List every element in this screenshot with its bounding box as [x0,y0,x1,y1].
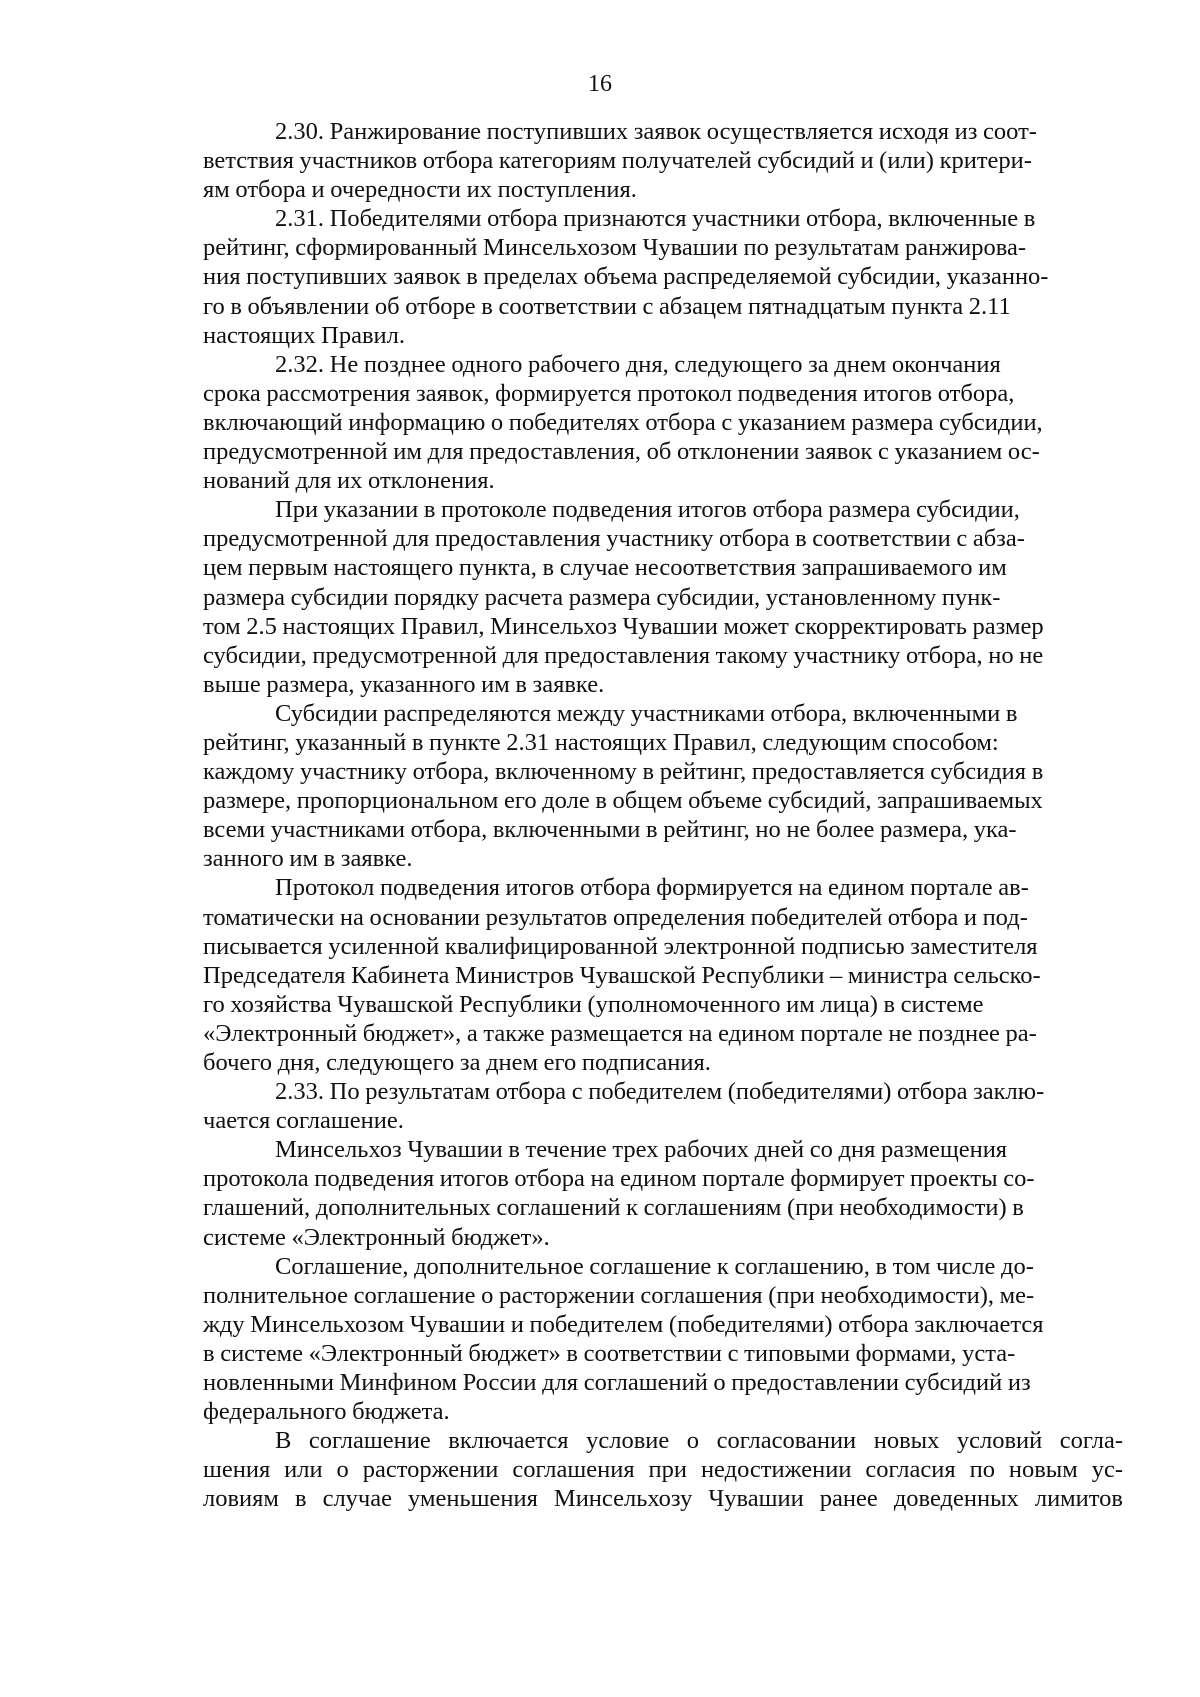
paragraph-agreement-conclusion: Соглашение, дополнительное соглашение к соглашению, в том числе до- полнительное соглашение о расторжении соглашения (при необходимости), ме- жду Минсельхозом Чувашии и победителем (победителями) отбора заключается в системе «Электронный бюджет» в соответствии с типовыми формами, уста- новленными Минфином России для соглашений о предоставлении субсидий из федерального бюджета. [203,1252,1044,1426]
paragraph-agreement-drafts: Минсельхоз Чувашии в течение трех рабочих дней со дня размещения протокола подведения итогов отбора на едином портале формирует проекты со- глашений, дополнительных соглашений к соглашениям (при необходимости) в системе «Электронный бюджет». [203,1136,1035,1251]
page-number: 16 [588,71,612,97]
paragraph-2-32: 2.32. Не позднее одного рабочего дня, следующего за днем окончания срока рассмотрения заявок, формируется протокол подведения итогов отбора, включающий информацию о победителях отбора с указанием размера субсидии, предусмотренной им для предоставления, об отклонении заявок с указанием ос- нований для их отклонения. [203,350,1043,495]
paragraph-subsidy-distribution: Субсидии распределяются между участниками отбора, включенными в рейтинг, указанный в пункте 2.31 настоящих Правил, следующим способом: каждому участнику отбора, включенному в рейтинг, предоставляется субсидия в размере, пропорциональном его доле в общем объеме субсидий, запрашиваемых всеми участниками отбора, включенными в рейтинг, но не более размера, ука- занного им в заявке. [203,699,1044,873]
paragraph-2-31: 2.31. Победителями отбора признаются участники отбора, включенные в рейтинг, сформированный Минсельхозом Чувашии по результатам ранжирова- ния поступивших заявок в пределах объема распределяемой субсидии, указанно- го в объявлении об отборе в соответствии с абзацем пятнадцатым пункта 2.11 настоящих Правил. [203,205,1049,349]
document-body [203,117,1123,1514]
paragraph-subsidy-size-correction: При указании в протоколе подведения итогов отбора размера субсидии, предусмотренной для предоставления участнику отбора в соответствии с абза- цем первым настоящего пункта, в случае несоответствия запрашиваемого им размера субсидии порядку расчета размера субсидии, установленному пунк- том 2.5 настоящих Правил, Минсельхоз Чувашии может скорректировать размер субсидии, предусмотренной для предоставления такому участнику отбора, но не выше размера, указанного им в заявке. [203,496,1044,698]
paragraph-agreement-conditions: В соглашение включается условие о согласовании новых условий согла- шения или о расторжении соглашения при недостижении согласия по новым ус- ловиям в случае уменьшения Минсельхозу Чувашии ранее доведенных лимитов [203,1427,1123,1513]
paragraph-2-33: 2.33. По результатам отбора с победителем (победителями) отбора заклю- чается соглашение. [203,1078,1045,1135]
paragraph-2-30: 2.30. Ранжирование поступивших заявок осуществляется исходя из соот- ветствия участников отбора категориям получателей субсидий и (или) критери- ям отбора и очередности их поступления. [203,118,1037,204]
paragraph-protocol-signing: Протокол подведения итогов отбора формируется на едином портале ав- томатически на основании результатов определения победителей отбора и под- писывается усиленной квалифицированной электронной подписью заместителя Председателя Кабинета Министров Чувашской Республики – министра сельско- го хозяйства Чувашской Республики (уполномоченного им лица) в системе «Электронный бюджет», а также размещается на едином портале не позднее ра- бочего дня, следующего за днем его подписания. [203,874,1041,1076]
